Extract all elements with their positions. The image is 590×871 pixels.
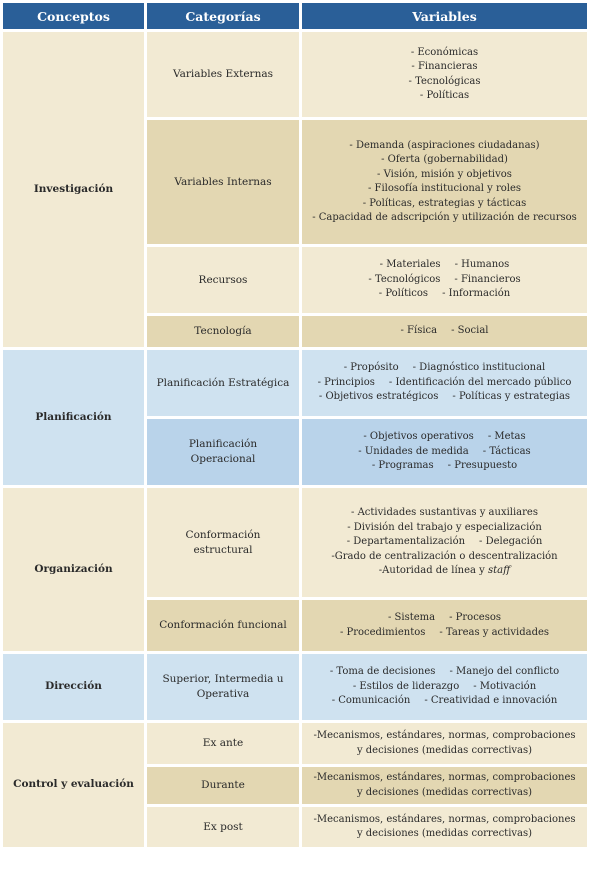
category-planificacion-operacional: Planificación Operacional	[147, 419, 299, 485]
variable-item: - Políticos	[378, 288, 429, 300]
category-variables-externas: Variables Externas	[147, 32, 299, 117]
variable-item: - Programas	[371, 460, 434, 472]
variable-pair	[310, 445, 579, 460]
variable-item: - Manejo del conflicto	[449, 666, 560, 678]
variable-pair	[310, 459, 579, 474]
variable-item: - Presupuesto	[447, 460, 518, 472]
variable-item: - Sistema	[387, 612, 436, 623]
variable-pair	[310, 273, 579, 288]
category-superior-intermedia-operativa: Superior, Intermedia u Operativa	[147, 654, 299, 720]
variable-item: - Humanos	[454, 259, 510, 271]
table-row	[3, 32, 587, 117]
variables-cell	[302, 316, 587, 347]
category-recursos: Recursos	[147, 247, 299, 313]
variable-item: - Motivación	[473, 680, 537, 692]
header-categories: Categorías	[147, 3, 299, 29]
header-variables: Variables	[302, 3, 587, 29]
variable-item: - Objetivos operativos	[363, 431, 474, 443]
variable-text: -Autoridad de línea y	[378, 565, 489, 577]
variable-item: - Propósito	[343, 362, 399, 374]
concept-planificacion: Planificación	[3, 350, 144, 485]
category-tecnologia: Tecnología	[147, 316, 299, 347]
variable-item: - Metas	[487, 431, 526, 443]
category-variables-internas: Variables Internas	[147, 120, 299, 244]
variable-pair	[310, 626, 579, 641]
variables-cell	[302, 488, 587, 597]
variable-item: - Filosofía institucional y roles	[367, 183, 522, 194]
variable-item: - Financieros	[454, 273, 521, 285]
variable-item: - Oferta (gobernabilidad)	[381, 154, 508, 165]
concept-direccion: Dirección	[3, 654, 144, 720]
variable-item: - Tareas y actividades	[439, 626, 550, 638]
variable-item: - Materiales	[379, 259, 441, 271]
variable-item: - Principios	[317, 376, 375, 388]
variables-cell	[302, 32, 587, 117]
concept-investigacion: Investigación	[3, 32, 144, 347]
table-row	[3, 723, 587, 764]
variable-item: - Procedimientos	[339, 626, 426, 638]
variable-item: -Mecanismos, estándares, normas, comprobaciones	[313, 730, 576, 741]
category-conformacion-estructural: Conformación estructural	[147, 488, 299, 597]
variable-item: - Políticas y estrategias	[452, 391, 571, 403]
variable-pair	[310, 430, 579, 445]
variable-item: y decisiones (medidas correctivas)	[356, 828, 533, 839]
variable-item: - Financieras	[411, 61, 478, 72]
variables-cell	[302, 723, 587, 764]
variable-pair	[310, 390, 579, 405]
variable-item: y decisiones (medidas correctivas)	[356, 786, 533, 798]
variable-item: - Diagnóstico institucional	[412, 362, 546, 374]
variables-cell	[302, 120, 587, 244]
variable-item: - Departamentalización	[346, 536, 466, 548]
variable-item: - Identificación del mercado público	[388, 376, 572, 388]
variable-item: y decisiones (medidas correctivas)	[356, 744, 533, 756]
category-planificacion-estrategica: Planificación Estratégica	[147, 350, 299, 416]
variable-item: -Mecanismos, estándares, normas, comprobaciones	[313, 772, 576, 783]
variable-text-italic: staff	[488, 565, 511, 577]
variable-pair	[310, 680, 579, 695]
variable-item: - Procesos	[449, 612, 501, 623]
category-ex-ante: Ex ante	[147, 723, 299, 764]
variable-item: - Física	[400, 325, 438, 337]
table-row	[3, 488, 587, 597]
variable-item: - Toma de decisiones	[329, 666, 436, 678]
variable-item: - Social	[451, 325, 489, 337]
variables-cell	[302, 767, 587, 804]
variable-item: - Demanda (aspiraciones ciudadanas)	[349, 139, 540, 151]
variable-item: - Capacidad de adscripción y utilización de recursos	[312, 212, 577, 223]
concept-organizacion: Organización	[3, 488, 144, 651]
variable-item: - Visión, misión y objetivos	[377, 168, 512, 180]
variable-item: - Tácticas	[482, 445, 531, 457]
category-durante: Durante	[147, 767, 299, 804]
header-concepts: Conceptos	[3, 3, 144, 29]
variable-pair	[310, 376, 579, 391]
variable-item: - Actividades sustantivas y auxiliares	[351, 507, 538, 519]
variable-item: - Unidades de medida	[358, 445, 469, 457]
category-ex-post: Ex post	[147, 807, 299, 847]
variable-item: - Objetivos estratégicos	[318, 391, 439, 403]
variable-pair	[310, 694, 579, 709]
table-row	[3, 350, 587, 416]
variable-item: - Tecnológicos	[368, 273, 441, 285]
variable-item: -Grado de centralización o descentralización	[331, 550, 558, 562]
variable-item: - Delegación	[479, 536, 543, 548]
variable-item: - Económicas	[410, 46, 479, 58]
variable-item: - Creatividad e innovación	[424, 695, 558, 707]
variable-item: - Información	[442, 288, 511, 300]
variable-item: -Mecanismos, estándares, normas, comprobaciones	[313, 813, 576, 825]
concept-control-evaluacion: Control y evaluación	[3, 723, 144, 847]
variable-pair	[310, 611, 579, 626]
variables-cell	[302, 350, 587, 416]
variables-cell	[302, 247, 587, 313]
variable-pair	[310, 287, 579, 302]
variable-pair	[310, 324, 579, 339]
category-conformacion-funcional: Conformación funcional	[147, 600, 299, 651]
variable-item: - Políticas, estrategias y tácticas	[362, 197, 527, 209]
variables-cell	[302, 419, 587, 485]
header-row	[3, 3, 587, 29]
variable-pair	[310, 361, 579, 376]
variables-cell	[302, 600, 587, 651]
variable-item: - Tecnológicas	[408, 75, 481, 87]
variable-pair	[310, 665, 579, 680]
variable-pair	[310, 258, 579, 273]
variable-item: - Políticas	[419, 90, 470, 101]
variable-item: - Comunicación	[331, 695, 411, 707]
variables-cell	[302, 654, 587, 720]
variable-item: - Estilos de liderazgo	[352, 680, 460, 692]
table-row	[3, 654, 587, 720]
variable-item: - División del trabajo y especialización	[347, 521, 542, 533]
variable-item	[310, 564, 579, 579]
variables-cell	[302, 807, 587, 847]
variable-pair	[310, 535, 579, 550]
